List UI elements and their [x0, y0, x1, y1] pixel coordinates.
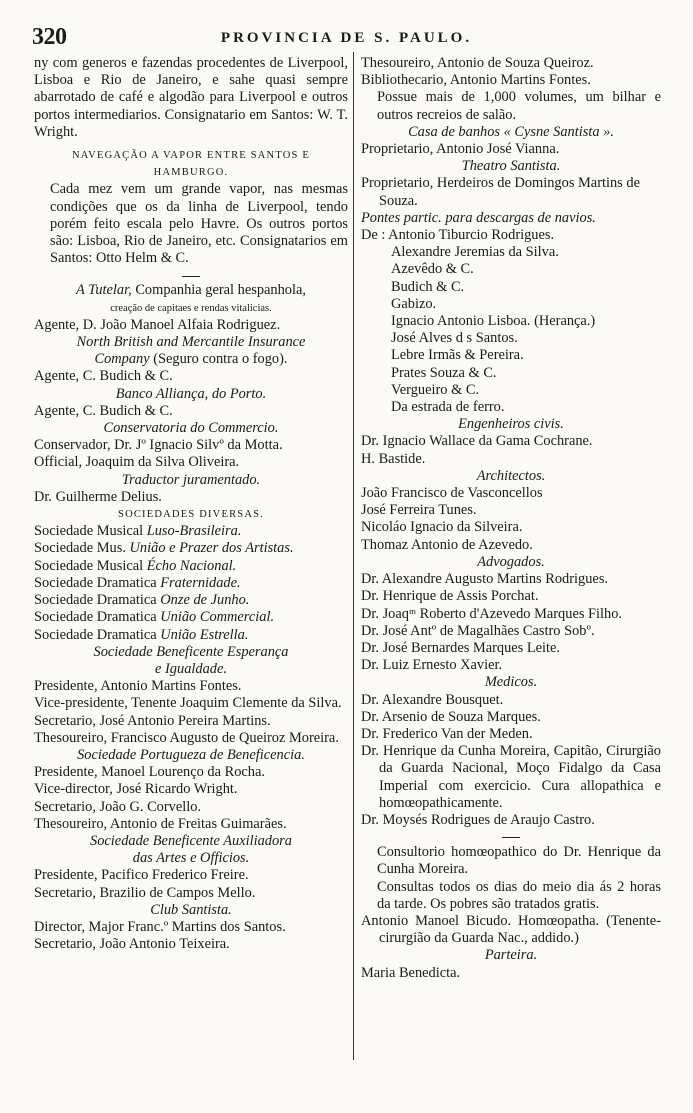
- tutelar-agent: Agente, D. João Manoel Alfaia Rodriguez.: [34, 316, 281, 333]
- pontes-item: Ignacio Antonio Lisboa. (Herança.): [391, 313, 596, 330]
- portugueza-member: Vice-director, José Ricardo Wright.: [34, 781, 238, 798]
- advogado-item: Dr. José Antº de Magalhães Castro Sobº.: [361, 622, 595, 639]
- sociedade-item: Sociedade Dramatica União Commercial.: [34, 609, 275, 626]
- esperanca-member: Secretario, José Antonio Pereira Martins.: [34, 712, 271, 729]
- medico-item: Dr. Arsenio de Souza Marques.: [361, 708, 541, 725]
- esperanca-member: Thesoureiro, Francisco Augusto de Queiroz Moreira.: [34, 729, 339, 746]
- left-column: [34, 55, 348, 953]
- casa-banhos-heading: Casa de banhos « Cysne Santista ».: [408, 123, 614, 140]
- sociedade-item: Sociedade Dramatica União Estrella.: [34, 626, 249, 643]
- theatro-heading: Theatro Santista.: [461, 158, 561, 175]
- north-british-heading-2: Company (Seguro contra o fogo).: [94, 351, 288, 368]
- club-member: Secretario, João Antonio Teixeira.: [34, 936, 230, 953]
- pontes-item: Da estrada de ferro.: [391, 399, 505, 416]
- pontes-item: Lebre Irmãs & Pereira.: [391, 347, 524, 364]
- advogados-heading: Advogados.: [477, 553, 545, 570]
- esperanca-member: Vice-presidente, Tenente Joaquim Clemente da Silva.: [34, 695, 342, 712]
- architecto-item: Thomaz Antonio de Azevedo.: [361, 536, 533, 553]
- pontes-item: Azevêdo & C.: [391, 261, 474, 278]
- advogado-item: Dr. Alexandre Augusto Martins Rodrigues.: [361, 571, 609, 588]
- medicos-heading: Medicos.: [484, 674, 538, 691]
- sociedade-item: Sociedade Musical Écho Nacional.: [34, 557, 237, 574]
- theatro-owner: Proprietario, Herdeiros de Domingos Martins de Souza.: [361, 175, 640, 209]
- sociedade-item: Sociedade Dramatica Onze de Junho.: [34, 592, 250, 609]
- homoeopatha-paragraph: Antonio Manoel Bicudo. Homœopatha. (Tenente-cirurgião da Guarda Nac., addido.): [361, 912, 661, 947]
- banco-heading: Banco Alliança, do Porto.: [115, 385, 267, 402]
- club-library-note: Possue mais de 1,000 volumes, um bilhar e outros recreios de salão.: [377, 89, 661, 123]
- architecto-item: José Ferreira Tunes.: [361, 502, 477, 519]
- architecto-item: Nicoláo Ignacio da Silveira.: [361, 519, 523, 536]
- consultorio-paragraph: Consultorio homœopathico do Dr. Henrique da Cunha Moreira.: [377, 844, 661, 878]
- advogado-item: Dr. Henrique de Assis Porchat.: [361, 588, 539, 605]
- medico-item: Dr. Henrique da Cunha Moreira, Capitão, Cirurgião da Guarda Nacional, Moço Fidalgo da Casa Imperial com exercicio. Cura allopathica e homœopathicamente.: [361, 743, 661, 811]
- pontes-item: José Alves d s Santos.: [391, 330, 518, 347]
- right-column: [361, 55, 661, 982]
- north-british-heading: North British and Mercantile Insurance: [76, 334, 306, 351]
- pontes-item: Budich & C.: [391, 278, 465, 295]
- auxiliadora-heading: Sociedade Beneficente Auxiliadora: [90, 832, 292, 849]
- conservatoria-heading: Conservatoria do Commercio.: [103, 420, 279, 437]
- sociedades-heading: SOCIEDADES DIVERSAS.: [118, 509, 264, 521]
- club-bibliothecario: Bibliothecario, Antonio Martins Fontes.: [361, 72, 591, 89]
- pontes-heading: Pontes partic. para descargas de navios.: [361, 209, 596, 226]
- medico-item: Dr. Moysés Rodrigues de Araujo Castro.: [361, 811, 595, 828]
- pontes-item: Gabizo.: [391, 295, 437, 312]
- auxiliadora-member: Secretario, Brazilio de Campos Mello.: [34, 884, 256, 901]
- advogado-item: Dr. Luiz Ernesto Xavier.: [361, 657, 503, 674]
- section-divider: [34, 270, 348, 280]
- portugueza-member: Secretario, João G. Corvello.: [34, 798, 202, 815]
- page-number: 320: [32, 24, 67, 50]
- banco-agent: Agente, C. Budich & C.: [34, 402, 173, 419]
- tutelar-heading: A Tutelar, Companhia geral hespanhola,: [76, 282, 306, 299]
- medico-item: Dr. Alexandre Bousquet.: [361, 691, 504, 708]
- esperanca-heading: Sociedade Beneficente Esperança: [93, 643, 289, 660]
- auxiliadora-heading-2: das Artes e Officios.: [132, 850, 250, 867]
- club-member: Director, Major Franc.º Martins dos Santos.: [34, 918, 286, 935]
- auxiliadora-member: Presidente, Pacifico Frederico Freire.: [34, 867, 249, 884]
- casa-banhos-owner: Proprietario, Antonio José Vianna.: [361, 141, 560, 158]
- pontes-item: Prates Souza & C.: [391, 364, 497, 381]
- portugueza-member: Presidente, Manoel Lourenço da Rocha.: [34, 764, 265, 781]
- pontes-first: De : Antonio Tiburcio Rodrigues.: [361, 227, 555, 244]
- engenheiros-heading: Engenheiros civis.: [458, 416, 564, 433]
- conservatoria-conservador: Conservador, Dr. Jº Ignacio Silvº da Motta.: [34, 437, 283, 454]
- esperanca-member: Presidente, Antonio Martins Fontes.: [34, 678, 242, 695]
- club-thesoureiro: Thesoureiro, Antonio de Souza Queiroz.: [361, 55, 594, 71]
- pontes-item: Alexandre Jeremias da Silva.: [391, 244, 559, 261]
- column-divider: [353, 52, 354, 1060]
- running-head: PROVINCIA DE S. PAULO.: [220, 30, 473, 46]
- sociedade-item: Sociedade Dramatica Fraternidade.: [34, 574, 241, 591]
- medico-item: Dr. Frederico Van der Meden.: [361, 725, 533, 742]
- shipping-liverpool-paragraph: ny com generos e fazendas procedentes de Liverpool, Lisboa e Rio de Janeiro, e sahe quasi sempre abarrotado de café e algodão para Liverpool e outros portos intermediarios. Consignatario em Santos: W. T. Wright.: [34, 55, 348, 140]
- section-divider: [361, 832, 661, 842]
- sociedade-item: Sociedade Musical Luso-Brasileira.: [34, 523, 242, 540]
- conservatoria-official: Official, Joaquim da Silva Oliveira.: [34, 454, 240, 471]
- advogado-item: Dr. José Bernardes Marques Leite.: [361, 639, 561, 656]
- hamburg-line-paragraph: Cada mez vem um grande vapor, nas mesmas condições que os da linha de Liverpool, tendo porém feito escala pelo Havre. Os outros portos são: Lisboa, Rio de Janeiro, etc. Consignatarios em Santos: Otto Helm & C.: [50, 181, 348, 267]
- north-british-agent: Agente, C. Budich & C.: [34, 368, 173, 385]
- hamburg-line-heading: NAVEGAÇÃO A VAPOR ENTRE SANTOS E HAMBURGO.: [71, 150, 311, 179]
- pontes-item: Vergueiro & C.: [391, 381, 480, 398]
- portugueza-member: Thesoureiro, Antonio de Freitas Guimarães.: [34, 815, 287, 832]
- architectos-heading: Architectos.: [476, 467, 546, 484]
- tutelar-note: creação de capitaes e rendas vitalicias.: [110, 302, 272, 314]
- club-heading: Club Santista.: [150, 901, 232, 918]
- architecto-item: João Francisco de Vasconcellos: [361, 485, 543, 502]
- advogado-item: Dr. Joaqᵐ Roberto d'Azevedo Marques Filho.: [361, 605, 623, 622]
- parteira-heading: Parteira.: [484, 947, 538, 964]
- esperanca-heading-2: e Igualdade.: [155, 660, 227, 677]
- parteira-name: Maria Benedicta.: [361, 964, 461, 981]
- portugueza-heading: Sociedade Portugueza de Beneficencia.: [77, 746, 305, 763]
- traductor-heading: Traductor juramentado.: [121, 471, 261, 488]
- traductor-name: Dr. Guilherme Delius.: [34, 488, 162, 505]
- sociedade-item: Sociedade Mus. União e Prazer dos Artistas.: [34, 540, 294, 557]
- consultas-paragraph: Consultas todos os dias do meio dia ás 2 horas da tarde. Os pobres são tratados gratis.: [377, 878, 661, 912]
- engenheiro-item: Dr. Ignacio Wallace da Gama Cochrane.: [361, 433, 593, 450]
- engenheiro-item: H. Bastide.: [361, 450, 426, 467]
